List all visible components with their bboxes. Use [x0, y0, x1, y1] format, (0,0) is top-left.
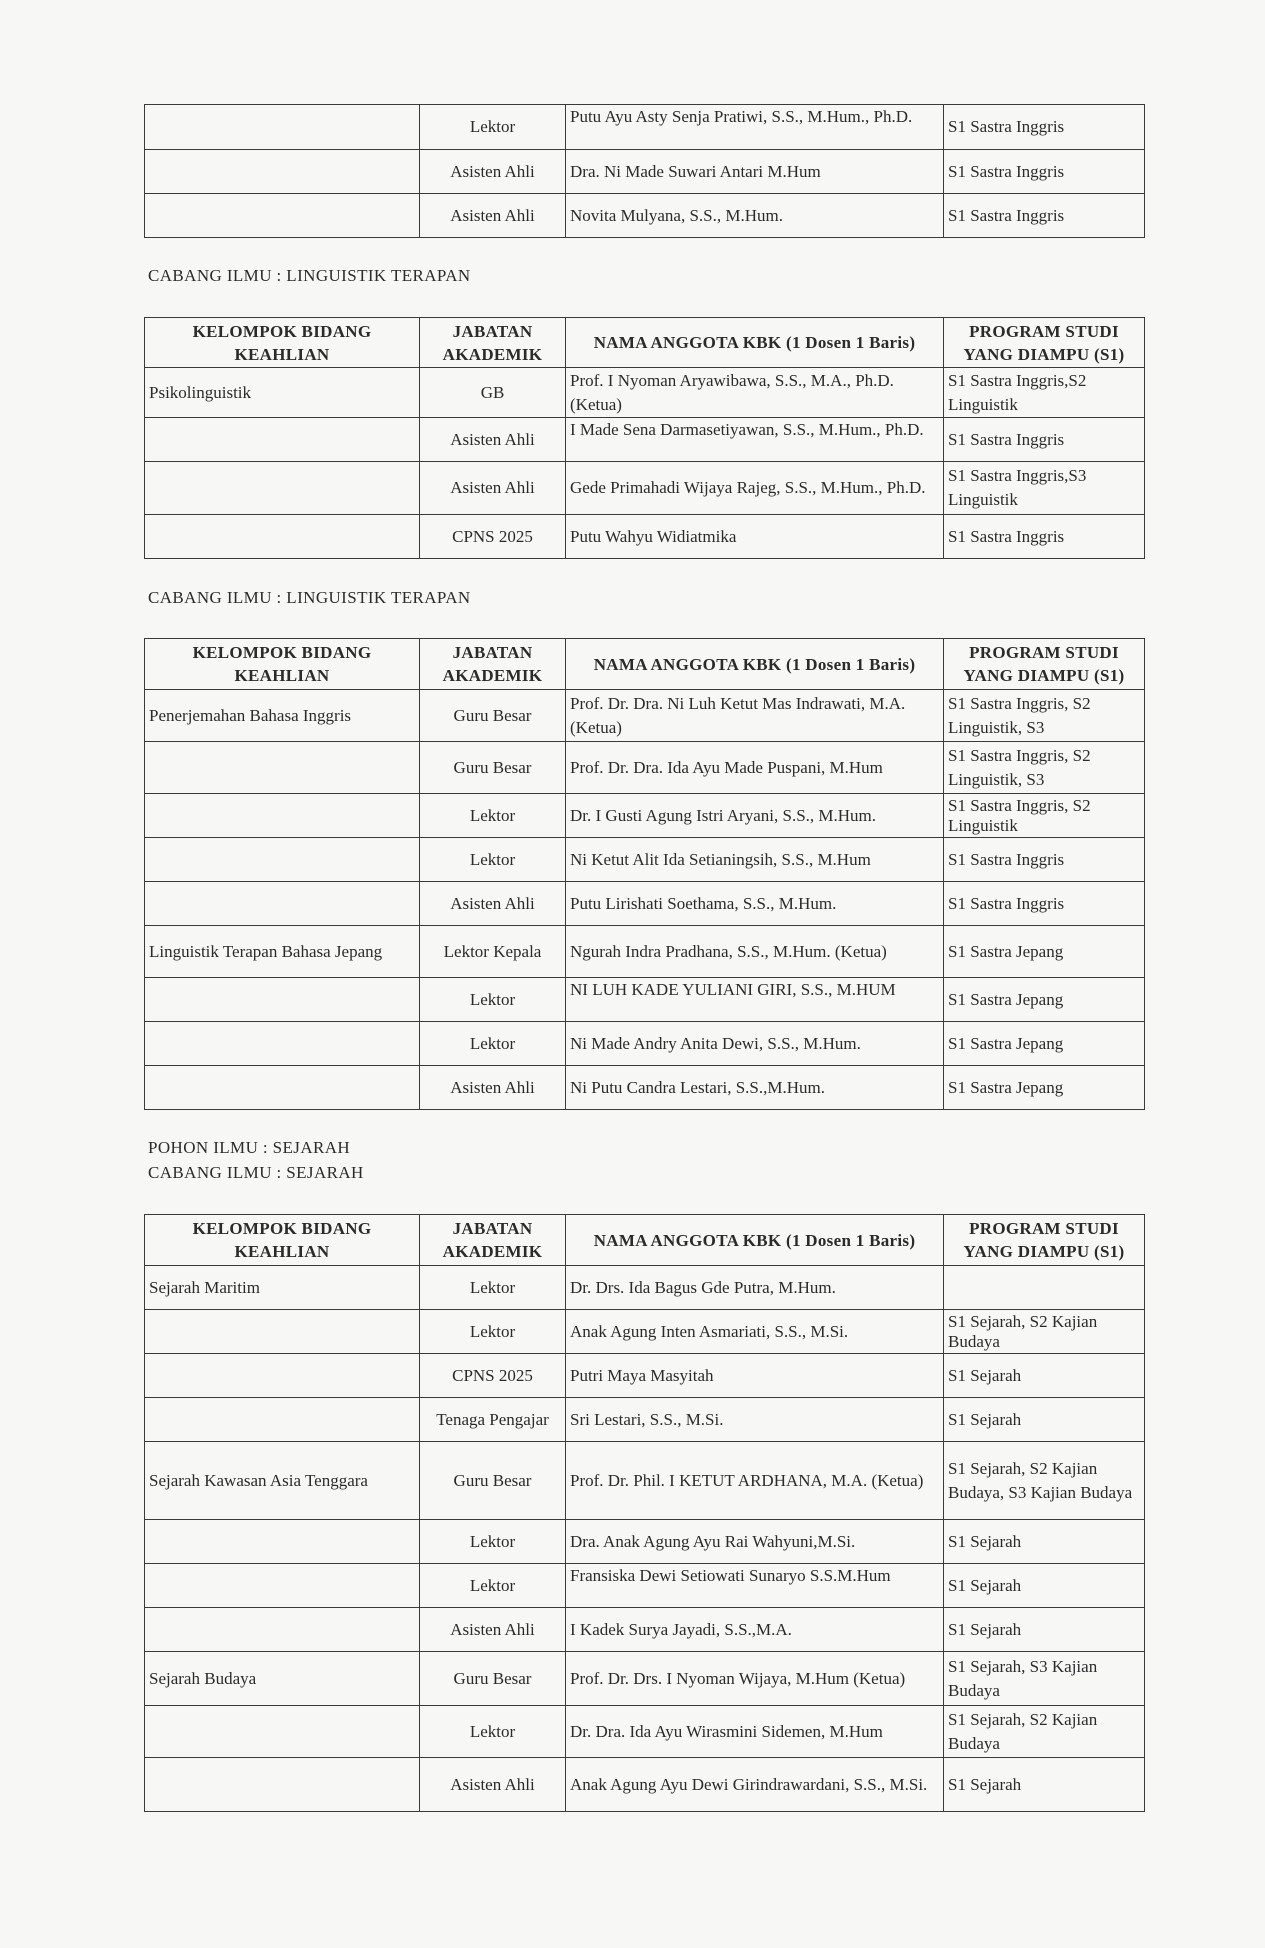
kelompok-cell	[145, 1066, 420, 1110]
jabatan-cell: Asisten Ahli	[420, 194, 566, 238]
kelompok-cell	[145, 418, 420, 462]
jabatan-cell: Lektor	[420, 794, 566, 838]
nama-cell: Prof. Dr. Dra. Ni Luh Ketut Mas Indrawati, M.A. (Ketua)	[566, 690, 944, 742]
kelompok-cell: Penerjemahan Bahasa Inggris	[145, 690, 420, 742]
table-header-row	[145, 1215, 1145, 1266]
jabatan-cell: Lektor	[420, 105, 566, 150]
jabatan-cell: Lektor	[420, 1564, 566, 1608]
header-kelompok: KELOMPOK BIDANG KEAHLIAN	[145, 318, 420, 368]
jabatan-cell: Lektor	[420, 838, 566, 882]
prodi-cell: S1 Sejarah	[944, 1608, 1145, 1652]
section-heading-cabang-linguistik-terapan-2: CABANG ILMU : LINGUISTIK TERAPAN	[148, 588, 471, 607]
table-row	[145, 1520, 1145, 1564]
table-row	[145, 838, 1145, 882]
jabatan-cell: Asisten Ahli	[420, 150, 566, 194]
kelompok-cell	[145, 1354, 420, 1398]
kelompok-cell	[145, 194, 420, 238]
jabatan-cell: Guru Besar	[420, 690, 566, 742]
prodi-cell: S1 Sejarah	[944, 1520, 1145, 1564]
prodi-cell: S1 Sastra Jepang	[944, 1066, 1145, 1110]
prodi-cell: S1 Sastra Inggris	[944, 882, 1145, 926]
nama-cell: Ni Putu Candra Lestari, S.S.,M.Hum.	[566, 1066, 944, 1110]
section-heading-pohon-sejarah: POHON ILMU : SEJARAH	[148, 1138, 351, 1157]
kelompok-cell: Sejarah Budaya	[145, 1652, 420, 1706]
nama-cell: Prof. Dr. Drs. I Nyoman Wijaya, M.Hum (Ketua)	[566, 1652, 944, 1706]
nama-cell: Dra. Anak Agung Ayu Rai Wahyuni,M.Si.	[566, 1520, 944, 1564]
table-sastra-inggris-continued	[144, 104, 1145, 238]
kelompok-cell	[145, 838, 420, 882]
kelompok-cell	[145, 1706, 420, 1758]
table-row	[145, 1398, 1145, 1442]
prodi-cell: S1 Sastra Inggris	[944, 105, 1145, 150]
header-jabatan: JABATAN AKADEMIK	[420, 1215, 566, 1266]
prodi-cell: S1 Sejarah, S2 Kajian Budaya	[944, 1310, 1145, 1354]
table-row	[145, 1758, 1145, 1812]
nama-cell: Prof. Dr. Phil. I KETUT ARDHANA, M.A. (Ketua)	[566, 1442, 944, 1520]
jabatan-cell: Lektor	[420, 1022, 566, 1066]
kelompok-cell	[145, 1608, 420, 1652]
jabatan-cell: Lektor Kepala	[420, 926, 566, 978]
kelompok-cell	[145, 1564, 420, 1608]
nama-cell: Novita Mulyana, S.S., M.Hum.	[566, 194, 944, 238]
table-row	[145, 742, 1145, 794]
header-prodi: PROGRAM STUDI YANG DIAMPU (S1)	[944, 1215, 1145, 1266]
nama-cell: Prof. I Nyoman Aryawibawa, S.S., M.A., Ph.D. (Ketua)	[566, 368, 944, 418]
kelompok-cell: Linguistik Terapan Bahasa Jepang	[145, 926, 420, 978]
jabatan-cell: CPNS 2025	[420, 1354, 566, 1398]
header-kelompok: KELOMPOK BIDANG KEAHLIAN	[145, 1215, 420, 1266]
prodi-cell: S1 Sastra Jepang	[944, 1022, 1145, 1066]
table-header-row	[145, 318, 1145, 368]
section-heading-cabang-linguistik-terapan: CABANG ILMU : LINGUISTIK TERAPAN	[148, 266, 471, 285]
table-penerjemahan	[144, 638, 1145, 1110]
prodi-cell: S1 Sejarah	[944, 1398, 1145, 1442]
prodi-cell: S1 Sastra Inggris,S2 Linguistik	[944, 368, 1145, 418]
prodi-cell: S1 Sejarah, S3 Kajian Budaya	[944, 1652, 1145, 1706]
kelompok-cell	[145, 794, 420, 838]
table-header-row	[145, 639, 1145, 690]
table-row	[145, 1652, 1145, 1706]
nama-cell: Putu Lirishati Soethama, S.S., M.Hum.	[566, 882, 944, 926]
nama-cell: Dr. Dra. Ida Ayu Wirasmini Sidemen, M.Hum	[566, 1706, 944, 1758]
kelompok-cell	[145, 1022, 420, 1066]
table-sejarah	[144, 1214, 1145, 1812]
nama-cell: Fransiska Dewi Setiowati Sunaryo S.S.M.Hum	[566, 1564, 944, 1608]
table-row	[145, 1706, 1145, 1758]
prodi-cell: S1 Sejarah, S2 Kajian Budaya	[944, 1706, 1145, 1758]
header-prodi: PROGRAM STUDI YANG DIAMPU (S1)	[944, 318, 1145, 368]
section-heading-cabang-sejarah: CABANG ILMU : SEJARAH	[148, 1163, 364, 1182]
kelompok-cell: Sejarah Maritim	[145, 1266, 420, 1310]
prodi-cell: S1 Sastra Inggris,S3 Linguistik	[944, 462, 1145, 515]
kelompok-cell	[145, 1520, 420, 1564]
nama-cell: I Made Sena Darmasetiyawan, S.S., M.Hum., Ph.D.	[566, 418, 944, 462]
table-row	[145, 368, 1145, 418]
table-row	[145, 882, 1145, 926]
header-nama: NAMA ANGGOTA KBK (1 Dosen 1 Baris)	[566, 318, 944, 368]
jabatan-cell: Asisten Ahli	[420, 462, 566, 515]
jabatan-cell: Asisten Ahli	[420, 1608, 566, 1652]
kelompok-cell	[145, 1398, 420, 1442]
jabatan-cell: GB	[420, 368, 566, 418]
prodi-cell: S1 Sastra Jepang	[944, 926, 1145, 978]
jabatan-cell: Asisten Ahli	[420, 1758, 566, 1812]
header-prodi: PROGRAM STUDI YANG DIAMPU (S1)	[944, 639, 1145, 690]
header-jabatan: JABATAN AKADEMIK	[420, 639, 566, 690]
prodi-cell: S1 Sastra Inggris	[944, 515, 1145, 559]
nama-cell: Ni Ketut Alit Ida Setianingsih, S.S., M.Hum	[566, 838, 944, 882]
table-row	[145, 1608, 1145, 1652]
jabatan-cell: Guru Besar	[420, 1652, 566, 1706]
table-row	[145, 690, 1145, 742]
table-row	[145, 794, 1145, 838]
kelompok-cell: Psikolinguistik	[145, 368, 420, 418]
prodi-cell: S1 Sastra Inggris, S2 Linguistik, S3	[944, 690, 1145, 742]
header-kelompok: KELOMPOK BIDANG KEAHLIAN	[145, 639, 420, 690]
prodi-cell: S1 Sastra Inggris	[944, 838, 1145, 882]
jabatan-cell: Asisten Ahli	[420, 418, 566, 462]
jabatan-cell: Lektor	[420, 1706, 566, 1758]
prodi-cell: S1 Sejarah	[944, 1758, 1145, 1812]
table-row	[145, 105, 1145, 150]
header-nama: NAMA ANGGOTA KBK (1 Dosen 1 Baris)	[566, 1215, 944, 1266]
table-row	[145, 418, 1145, 462]
nama-cell: I Kadek Surya Jayadi, S.S.,M.A.	[566, 1608, 944, 1652]
jabatan-cell: Asisten Ahli	[420, 882, 566, 926]
nama-cell: Putu Wahyu Widiatmika	[566, 515, 944, 559]
nama-cell: Ni Made Andry Anita Dewi, S.S., M.Hum.	[566, 1022, 944, 1066]
kelompok-cell	[145, 1310, 420, 1354]
table-psikolinguistik	[144, 317, 1145, 559]
table-row	[145, 1442, 1145, 1520]
table-row	[145, 926, 1145, 978]
jabatan-cell: Lektor	[420, 978, 566, 1022]
jabatan-cell: Asisten Ahli	[420, 1066, 566, 1110]
kelompok-cell	[145, 978, 420, 1022]
jabatan-cell: Lektor	[420, 1266, 566, 1310]
nama-cell: Prof. Dr. Dra. Ida Ayu Made Puspani, M.Hum	[566, 742, 944, 794]
nama-cell: Anak Agung Ayu Dewi Girindrawardani, S.S., M.Si.	[566, 1758, 944, 1812]
prodi-cell: S1 Sejarah	[944, 1564, 1145, 1608]
jabatan-cell: CPNS 2025	[420, 515, 566, 559]
table-row	[145, 150, 1145, 194]
prodi-cell: S1 Sejarah, S2 Kajian Budaya, S3 Kajian Budaya	[944, 1442, 1145, 1520]
nama-cell: Dr. I Gusti Agung Istri Aryani, S.S., M.Hum.	[566, 794, 944, 838]
header-jabatan: JABATAN AKADEMIK	[420, 318, 566, 368]
prodi-cell: S1 Sastra Inggris, S2 Linguistik, S3	[944, 742, 1145, 794]
kelompok-cell	[145, 105, 420, 150]
table-row	[145, 1066, 1145, 1110]
table-row	[145, 1564, 1145, 1608]
prodi-cell: S1 Sastra Inggris, S2 Linguistik	[944, 794, 1145, 838]
jabatan-cell: Lektor	[420, 1520, 566, 1564]
kelompok-cell	[145, 462, 420, 515]
table-row	[145, 1266, 1145, 1310]
prodi-cell: S1 Sastra Inggris	[944, 150, 1145, 194]
kelompok-cell	[145, 742, 420, 794]
table-row	[145, 462, 1145, 515]
nama-cell: Anak Agung Inten Asmariati, S.S., M.Si.	[566, 1310, 944, 1354]
table-row	[145, 1022, 1145, 1066]
jabatan-cell: Guru Besar	[420, 742, 566, 794]
table-row	[145, 515, 1145, 559]
kelompok-cell	[145, 882, 420, 926]
prodi-cell: S1 Sastra Jepang	[944, 978, 1145, 1022]
table-row	[145, 1310, 1145, 1354]
nama-cell: Putri Maya Masyitah	[566, 1354, 944, 1398]
prodi-cell	[944, 1266, 1145, 1310]
nama-cell: Putu Ayu Asty Senja Pratiwi, S.S., M.Hum., Ph.D.	[566, 105, 944, 150]
nama-cell: Sri Lestari, S.S., M.Si.	[566, 1398, 944, 1442]
kelompok-cell	[145, 150, 420, 194]
prodi-cell: S1 Sejarah	[944, 1354, 1145, 1398]
jabatan-cell: Tenaga Pengajar	[420, 1398, 566, 1442]
table-row	[145, 1354, 1145, 1398]
nama-cell: NI LUH KADE YULIANI GIRI, S.S., M.HUM	[566, 978, 944, 1022]
nama-cell: Ngurah Indra Pradhana, S.S., M.Hum. (Ketua)	[566, 926, 944, 978]
kelompok-cell	[145, 1758, 420, 1812]
kelompok-cell: Sejarah Kawasan Asia Tenggara	[145, 1442, 420, 1520]
table-row	[145, 194, 1145, 238]
nama-cell: Dra. Ni Made Suwari Antari M.Hum	[566, 150, 944, 194]
nama-cell: Gede Primahadi Wijaya Rajeg, S.S., M.Hum., Ph.D.	[566, 462, 944, 515]
jabatan-cell: Lektor	[420, 1310, 566, 1354]
prodi-cell: S1 Sastra Inggris	[944, 194, 1145, 238]
nama-cell: Dr. Drs. Ida Bagus Gde Putra, M.Hum.	[566, 1266, 944, 1310]
table-row	[145, 978, 1145, 1022]
prodi-cell: S1 Sastra Inggris	[944, 418, 1145, 462]
header-nama: NAMA ANGGOTA KBK (1 Dosen 1 Baris)	[566, 639, 944, 690]
kelompok-cell	[145, 515, 420, 559]
jabatan-cell: Guru Besar	[420, 1442, 566, 1520]
